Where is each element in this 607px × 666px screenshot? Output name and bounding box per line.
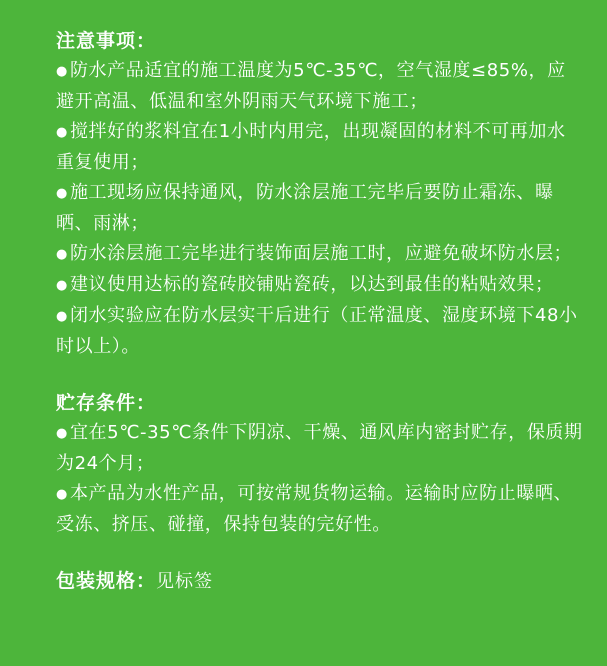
notes-item: [56, 270, 583, 301]
storage-item: [56, 418, 583, 479]
storage-heading: 贮存条件：: [56, 392, 157, 414]
storage-section: [56, 388, 583, 540]
storage-item-text: 本产品为水性产品，可按常规货物运输。运输时应防止曝晒、受冻、挤压、碰撞，保持包装的完好性。: [56, 483, 573, 535]
bullet-icon: ●: [56, 278, 68, 293]
notes-section: [56, 26, 583, 362]
notes-item-text: 防水涂层施工完毕进行装饰面层施工时，应避免破坏防水层；: [69, 243, 573, 264]
notes-item-text: 搅拌好的浆料宜在1小时内用完，出现凝固的材料不可再加水重复使用；: [56, 121, 566, 173]
packaging-value: 见标签: [156, 571, 214, 592]
packaging-row: [56, 566, 583, 597]
bullet-icon: ●: [56, 247, 68, 262]
packaging-label: 包装规格：: [56, 570, 157, 592]
bullet-icon: ●: [56, 426, 68, 441]
bullet-icon: ●: [56, 309, 68, 324]
bullet-icon: ●: [56, 186, 68, 201]
notes-heading: 注意事项：: [56, 30, 157, 52]
notes-item-text: 防水产品适宜的施工温度为5℃-35℃，空气湿度≤85%，应避开高温、低温和室外阴雨天气环境下施工；: [56, 60, 566, 112]
notes-item: [56, 239, 583, 270]
notes-item: [56, 56, 583, 117]
bullet-icon: ●: [56, 125, 68, 140]
packaging-section: [56, 566, 583, 597]
notes-item-text: 施工现场应保持通风，防水涂层施工完毕后要防止霜冻、曝晒、雨淋；: [56, 182, 554, 234]
storage-item: [56, 479, 583, 540]
notes-item-text: 建议使用达标的瓷砖胶铺贴瓷砖，以达到最佳的粘贴效果；: [69, 274, 554, 295]
bullet-icon: ●: [56, 487, 68, 502]
notes-item-text: 闭水实验应在防水层实干后进行（正常温度、湿度环境下48小时以上）。: [56, 305, 578, 357]
storage-item-text: 宜在5℃-35℃条件下阴凉、干燥、通风库内密封贮存，保质期为24个月；: [56, 422, 583, 474]
notes-item: [56, 117, 583, 178]
notes-item: [56, 301, 583, 362]
notes-item: [56, 178, 583, 239]
bullet-icon: ●: [56, 64, 68, 79]
